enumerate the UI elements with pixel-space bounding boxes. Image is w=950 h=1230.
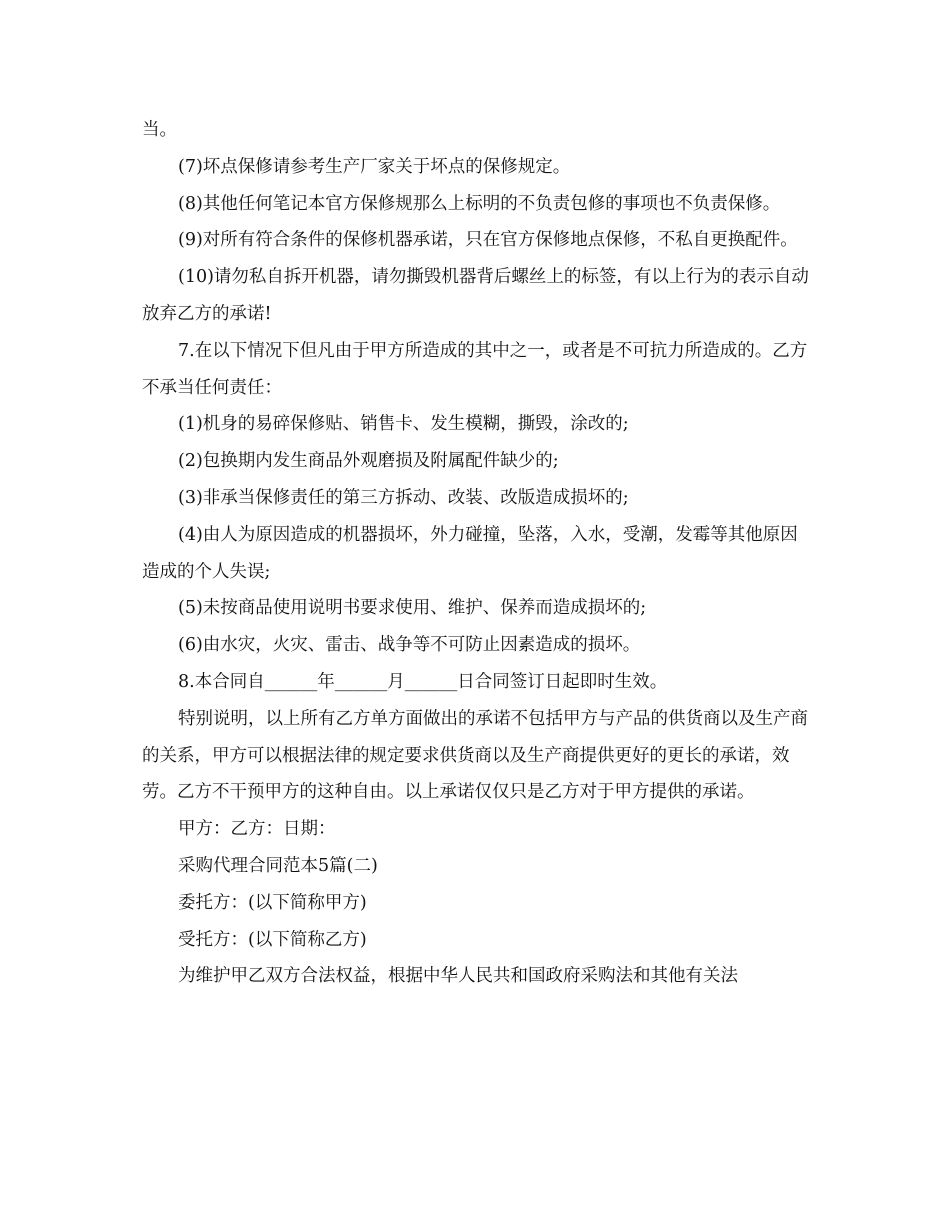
paragraph-item-10: (10)请勿私自拆开机器，请勿撕毁机器背后螺丝上的标签，有以上行为的表示自动放弃乙方的承诺! bbox=[142, 267, 809, 324]
paragraph-exclusion-5: (5)未按商品使用说明书要求使用、维护、保养而造成损坏的; bbox=[178, 598, 647, 619]
paragraph-continuation: 当。 bbox=[142, 120, 177, 140]
document-body bbox=[142, 112, 812, 995]
paragraph-clause-8: 8.本合同自______年______月______日合同签订日起即时生效。 bbox=[178, 671, 668, 692]
paragraph-agent: 受托方：(以下简称乙方) bbox=[178, 929, 367, 950]
paragraph-exclusion-2: (2)包换期内发生商品外观磨损及附属配件缺少的; bbox=[178, 451, 559, 472]
paragraph-clause-7: 7.在以下情况下但凡由于甲方所造成的其中之一，或者是不可抗力所造成的。乙方不承当任何责任： bbox=[142, 340, 808, 398]
section-heading: 采购代理合同范本5篇(二) bbox=[178, 855, 378, 876]
paragraph-exclusion-1: (1)机身的易碎保修贴、销售卡、发生模糊，撕毁，涂改的; bbox=[178, 414, 629, 435]
paragraph-item-8: (8)其他任何笔记本官方保修规那么上标明的不负责包修的事项也不负责保修。 bbox=[178, 193, 781, 214]
paragraph-item-7: (7)坏点保修请参考生产厂家关于坏点的保修规定。 bbox=[178, 156, 571, 177]
paragraph-exclusion-3: (3)非承当保修责任的第三方拆动、改装、改版造成损坏的; bbox=[178, 487, 629, 508]
paragraph-signatures: 甲方：乙方：日期： bbox=[178, 819, 336, 840]
paragraph-special-note: 特别说明，以上所有乙方单方面做出的承诺不包括甲方与产品的供货商以及生产商的关系，甲方可以根据法律的规定要求供货商以及生产商提供更好的更长的承诺，效劳。乙方不干预甲方的这种自由。以上承诺仅仅只是乙方对于甲方提供的承诺。 bbox=[142, 708, 808, 803]
paragraph-exclusion-4: (4)由人为原因造成的机器损坏，外力碰撞，坠落，入水，受潮，发霉等其他原因造成的个人失误; bbox=[142, 524, 798, 582]
paragraph-exclusion-6: (6)由水灾，火灾、雷击、战争等不可防止因素造成的损坏。 bbox=[178, 635, 641, 656]
paragraph-item-9: (9)对所有符合条件的保修机器承诺，只在官方保修地点保修，不私自更换配件。 bbox=[178, 230, 798, 251]
paragraph-client: 委托方：(以下简称甲方) bbox=[178, 892, 367, 913]
paragraph-preamble: 为维护甲乙双方合法权益，根据中华人民共和国政府采购法和其他有关法 bbox=[178, 966, 738, 987]
